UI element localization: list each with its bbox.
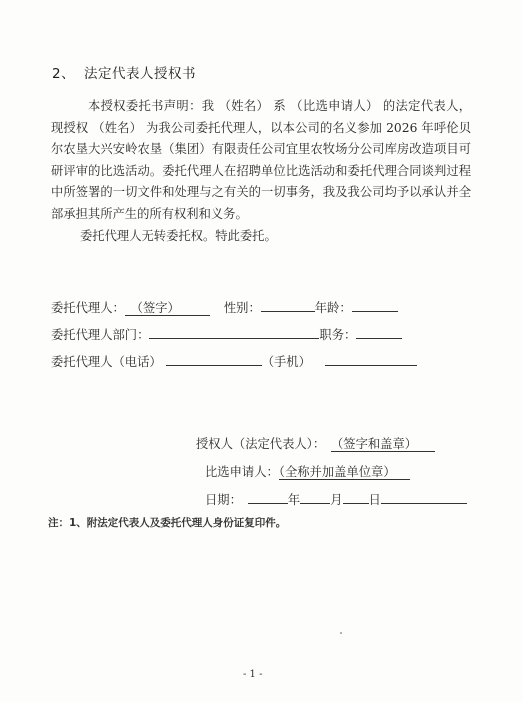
month-label: 月: [330, 493, 343, 507]
phone-field[interactable]: [166, 352, 262, 366]
section-title: 法定代表人授权书: [84, 66, 196, 82]
year-label: 年: [287, 493, 301, 507]
section-number: 2、: [52, 66, 76, 82]
mobile-field[interactable]: [325, 352, 417, 366]
applicant-line: [205, 462, 410, 480]
declaration-text: [51, 96, 471, 248]
age-label: 年龄：: [314, 301, 352, 315]
agent-signature-hint: （签字）: [136, 301, 180, 315]
agent-line: [51, 298, 398, 316]
month-field[interactable]: [300, 490, 330, 504]
scan-speck: [340, 632, 342, 634]
day-field[interactable]: [343, 490, 369, 504]
section-heading: [52, 62, 196, 82]
position-field[interactable]: [356, 325, 402, 339]
declaration-paragraph: 本授权委托书声明：我 （姓名） 系 （比选申请人） 的法定代表人，现授权 （姓名） 为我公司委托代理人，以本公司的名义参加 2026 年呼伦贝尔农垦大兴安岭农垦（集团）有限责任公司宜里农牧场分公司库房改造项目可研评审的比选活动。委托代理人在招聘单位比选活动和委托代理合同谈判过程中所签署的一切文件和处理与之有关的一切事务，我及我公司均予以承认并全部承担其所产生的所有权利和义务。: [51, 99, 471, 221]
page-number: - 1 -: [243, 669, 263, 680]
day-label: 日: [368, 493, 381, 507]
applicant-hint: （全称并加盖单位章）: [278, 465, 396, 479]
date-trailing-field[interactable]: [381, 490, 467, 504]
date-line: [205, 490, 467, 508]
mobile-label: （手机）: [261, 355, 311, 369]
age-field[interactable]: [352, 298, 398, 312]
authorizer-label: 授权人（法定代表人）：: [196, 437, 326, 451]
phone-line: [51, 352, 417, 370]
agent-label: 委托代理人：: [51, 301, 125, 315]
authorizer-line: [196, 434, 435, 452]
year-field[interactable]: [248, 490, 288, 504]
phone-label: 委托代理人（电话）: [51, 355, 162, 369]
date-label: 日期：: [205, 493, 242, 507]
dept-field[interactable]: [149, 325, 319, 339]
gender-label: 性别：: [223, 301, 261, 315]
applicant-label: 比选申请人：: [205, 465, 279, 479]
dept-label: 委托代理人部门：: [51, 328, 150, 342]
position-label: 职务：: [319, 328, 357, 342]
gender-field[interactable]: [261, 298, 315, 312]
no-subdelegation-paragraph: 委托代理人无转委托权。特此委托。: [80, 229, 277, 243]
authorizer-signature-field[interactable]: [331, 437, 435, 452]
dept-line: [51, 325, 402, 343]
authorizer-signature-hint: （签字和盖章）: [337, 437, 418, 451]
applicant-field[interactable]: [279, 465, 410, 480]
attachment-note: 注：1、附法定代表人及委托代理人身份证复印件。: [48, 517, 287, 529]
agent-signature-field[interactable]: [125, 301, 210, 316]
